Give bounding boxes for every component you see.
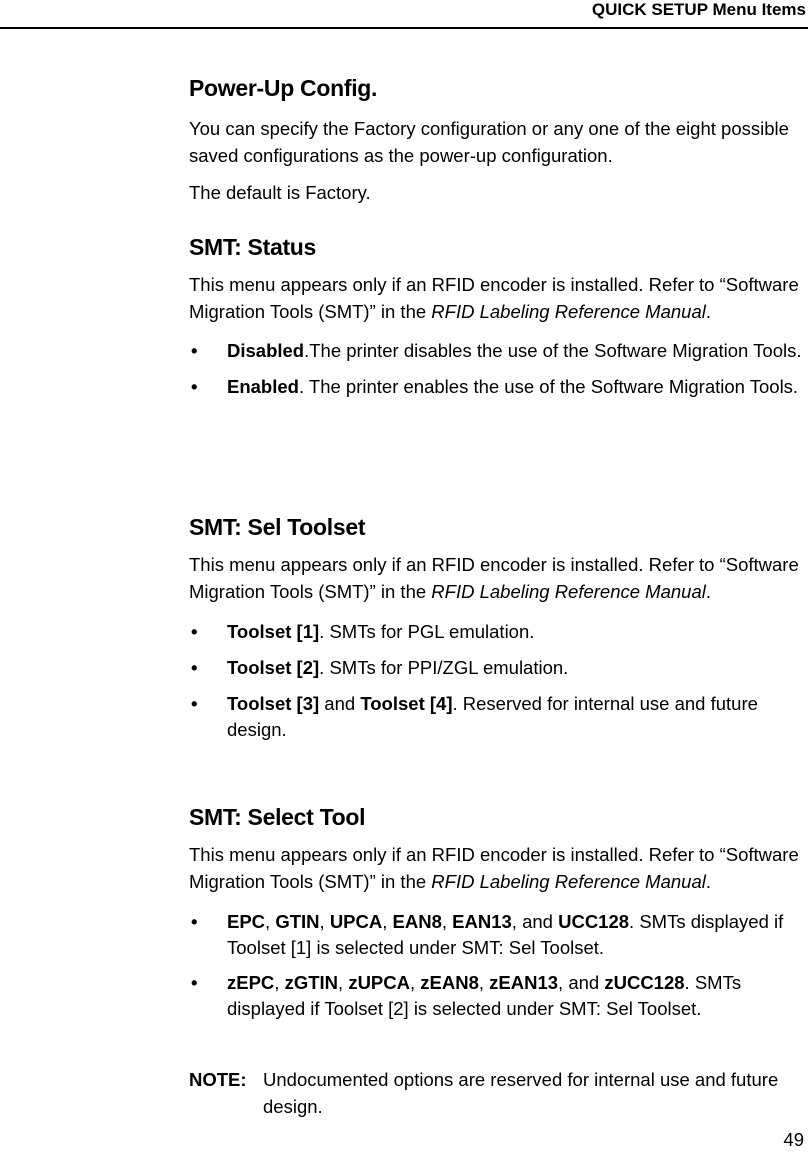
- note-label: NOTE:: [189, 1069, 247, 1090]
- section-power-up-config: [189, 74, 804, 207]
- running-header: QUICK SETUP Menu Items: [591, 0, 806, 19]
- smt-status-heading: SMT: Status: [189, 234, 317, 260]
- bullet-icon: •: [191, 911, 198, 932]
- smt-select-tool-intro: This menu appears only if an RFID encoder is installed. Refer to “Software Migration Tools (SMT)” in the RFID Labeling Reference Manual.: [189, 844, 799, 892]
- option-term: Toolset [2]: [227, 657, 320, 678]
- smt-status-intro: This menu appears only if an RFID encoder is installed. Refer to “Software Migration Tools (SMT)” in the RFID Labeling Reference Manual.: [189, 274, 799, 322]
- bullet-icon: •: [191, 657, 198, 678]
- power-up-heading: Power-Up Config.: [189, 75, 378, 101]
- header-rule: [0, 27, 808, 29]
- section-smt-sel-toolset: [189, 513, 804, 743]
- option-term: Toolset [1]: [227, 621, 320, 642]
- option-term: Toolset [3]: [227, 693, 320, 714]
- section-smt-select-tool: [189, 803, 804, 1022]
- list-item: • Toolset [3] and Toolset [4]. Reserved for internal use and future design.: [191, 693, 758, 740]
- smt-sel-toolset-options: [189, 619, 804, 743]
- list-item: • zEPC, zGTIN, zUPCA, zEAN8, zEAN13, and zUCC128. SMTs displayed if Toolset [2] is selected under SMT: Sel Toolset.: [191, 972, 742, 1019]
- smt-select-tool-heading: SMT: Select Tool: [189, 804, 366, 830]
- list-item: • Enabled. The printer enables the use of the Software Migration Tools.: [189, 374, 804, 400]
- list-item: • Toolset [1]. SMTs for PGL emulation.: [189, 619, 804, 645]
- reference-manual-title: RFID Labeling Reference Manual: [431, 870, 706, 892]
- reference-manual-title: RFID Labeling Reference Manual: [431, 300, 706, 322]
- smt-sel-toolset-intro: This menu appears only if an RFID encoder is installed. Refer to “Software Migration Tools (SMT)” in the RFID Labeling Reference Manual.: [189, 554, 799, 602]
- smt-sel-toolset-heading: SMT: Sel Toolset: [189, 514, 366, 540]
- option-term: Toolset [4]: [360, 693, 453, 714]
- section-smt-status: [189, 233, 804, 400]
- note-text: Undocumented options are reserved for internal use and future design.: [263, 1069, 779, 1117]
- smt-status-options: [189, 338, 804, 400]
- page-number: 49: [783, 1129, 804, 1150]
- option-term: Disabled: [227, 340, 305, 361]
- smt-select-tool-options: [189, 909, 804, 1022]
- power-up-paragraph-2: The default is Factory.: [189, 182, 371, 203]
- bullet-icon: •: [191, 340, 198, 361]
- list-item: • Disabled.The printer disables the use of the Software Migration Tools.: [189, 338, 804, 364]
- option-term: Enabled: [227, 376, 299, 397]
- bullet-icon: •: [191, 693, 198, 714]
- bullet-icon: •: [191, 376, 198, 397]
- bullet-icon: •: [191, 972, 198, 993]
- power-up-paragraph-1: You can specify the Factory configuration or any one of the eight possible saved configurations as the power-up configuration.: [189, 118, 789, 166]
- reference-manual-title: RFID Labeling Reference Manual: [431, 580, 706, 602]
- list-item: • EPC, GTIN, UPCA, EAN8, EAN13, and UCC128. SMTs displayed if Toolset [1] is selected under SMT: Sel Toolset.: [191, 911, 784, 958]
- list-item: • Toolset [2]. SMTs for PPI/ZGL emulation.: [189, 655, 804, 681]
- note: [189, 1067, 804, 1120]
- bullet-icon: •: [191, 621, 198, 642]
